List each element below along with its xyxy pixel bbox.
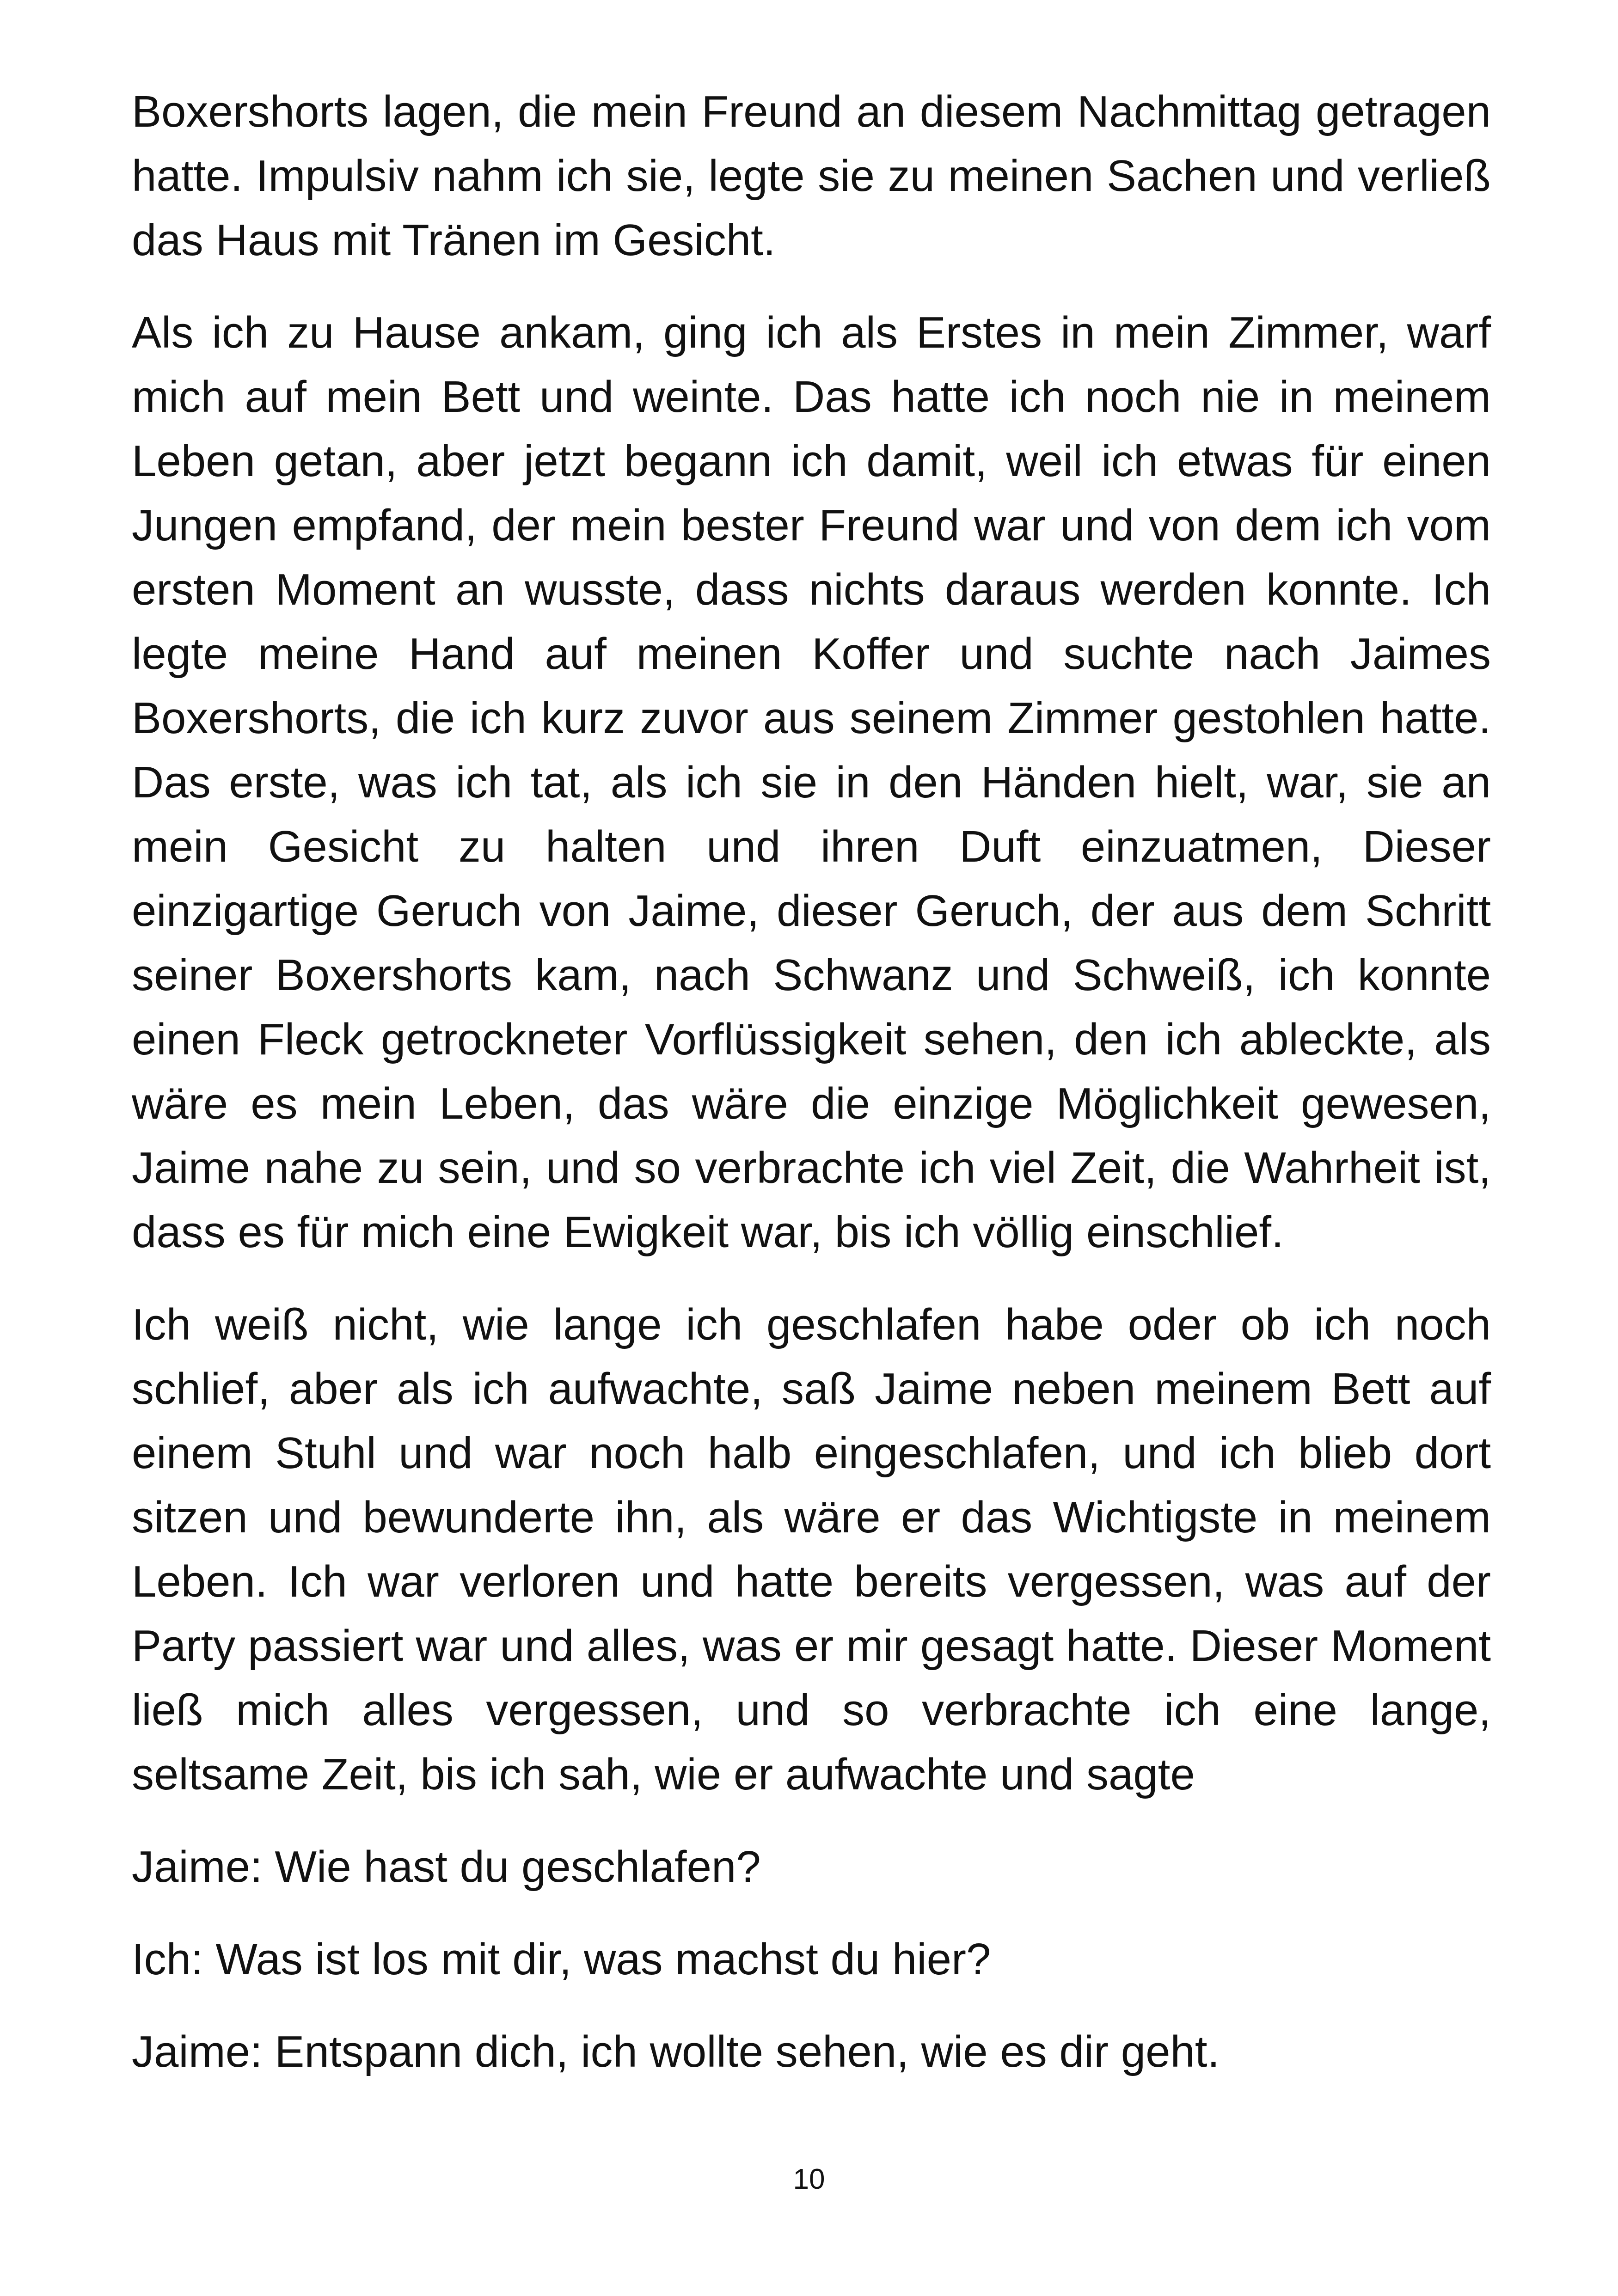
body-text [132, 80, 1491, 2112]
paragraph-1: Boxershorts lagen, die mein Freund an diesem Nachmittag getragen hatte. Impulsiv nahm ich sie, legte sie zu meinen Sachen und verließ das Haus mit Tränen im Gesicht. [132, 87, 1491, 265]
paragraph-2: Als ich zu Hause ankam, ging ich als Erstes in mein Zimmer, warf mich auf mein Bett und weinte. Das hatte ich noch nie in meinem Leben getan, aber jetzt begann ich damit, weil ich etwas für einen Jungen empfand, der mein bester Freund war und von dem ich vom ersten Moment an wusste, dass nichts daraus werden konnte. Ich legte meine Hand auf meinen Koffer und suchte nach Jaimes Boxershorts, die ich kurz zuvor aus seinem Zimmer gestohlen hatte. Das erste, was ich tat, als ich sie in den Händen hielt, war, sie an mein Gesicht zu halten und ihren Duft einzuatmen, Dieser einzigartige Geruch von Jaime, dieser Geruch, der aus dem Schritt seiner Boxershorts kam, nach Schwanz und Schweiß, ich konnte einen Fleck getrockneter Vorflüssigkeit sehen, den ich ableckte, als wäre es mein Leben, das wäre die einzige Möglichkeit gewesen, Jaime nahe zu sein, und so verbrachte ich viel Zeit, die Wahrheit ist, dass es für mich eine Ewigkeit war, bis ich völlig einschlief. [132, 308, 1491, 1257]
dialogue-line-1: Jaime: Wie hast du geschlafen? [132, 1842, 761, 1892]
dialogue-line-2: Ich: Was ist los mit dir, was machst du hier? [132, 1935, 991, 1984]
paragraph-3: Ich weiß nicht, wie lange ich geschlafen habe oder ob ich noch schlief, aber als ich aufwachte, saß Jaime neben meinem Bett auf einem Stuhl und war noch halb eingeschlafen, und ich blieb dort sitzen und bewunderte ihn, als wäre er das Wichtigste in meinem Leben. Ich war verloren und hatte bereits vergessen, was auf der Party passiert war und alles, was er mir gesagt hatte. Dieser Moment ließ mich alles vergessen, und so verbrachte ich eine lange, seltsame Zeit, bis ich sah, wie er aufwachte und sagte [132, 1300, 1491, 1799]
page-number: 10 [793, 2163, 825, 2195]
dialogue-line-3: Jaime: Entspann dich, ich wollte sehen, wie es dir geht. [132, 2027, 1220, 2076]
